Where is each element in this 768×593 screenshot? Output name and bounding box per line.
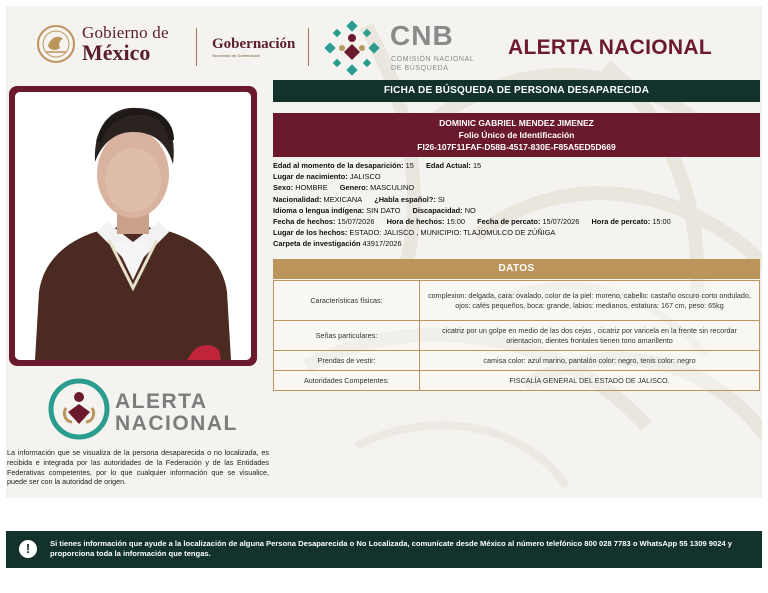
info-label: Genero: xyxy=(339,183,369,193)
info-row xyxy=(273,171,763,182)
info-value: 15/07/2026 xyxy=(337,217,375,227)
info-row xyxy=(273,194,763,205)
info-label: Fecha de percato: xyxy=(477,217,541,227)
missing-person-photo xyxy=(15,92,251,360)
info-row xyxy=(273,182,763,193)
folio-value: FI26-107F11FAF-D58B-4517-830E-F85A5ED5D669 xyxy=(417,142,616,152)
info-label: Carpeta de investigación xyxy=(273,239,361,249)
info-value: 15 xyxy=(472,161,482,170)
info-value: 43917/2026 xyxy=(362,239,402,249)
ficha-title-bar: FICHA DE BÚSQUEDA DE PERSONA DESAPARECIDA xyxy=(273,80,760,102)
escudo-nacional-icon xyxy=(36,24,76,64)
cnb-subtitle-line2: DE BÚSQUEDA xyxy=(391,65,449,72)
info-value: 15/07/2026 xyxy=(542,217,580,227)
info-label: Lugar de los hechos: xyxy=(273,228,348,238)
table-row xyxy=(274,281,760,321)
header xyxy=(6,6,762,80)
info-row xyxy=(273,205,763,216)
info-row xyxy=(273,227,763,238)
person-photo-image xyxy=(15,92,251,360)
info-value: MEXICANA xyxy=(323,194,363,204)
info-label: Edad Actual: xyxy=(425,161,471,170)
contact-footer xyxy=(6,531,762,568)
datos-label: Autoridades Competentes: xyxy=(274,371,420,391)
table-row xyxy=(274,351,760,371)
alerta-nacional-logo-icon xyxy=(48,378,110,440)
photo-frame xyxy=(9,86,257,366)
header-divider xyxy=(308,28,309,66)
datos-value: complexion: delgada, cara: ovalado, color de la piel: moreno, cabello: castaño oscuro corto ondulado, ojos: cafés pequeños, boca: grande, labios: medianos, estatura: 167 cm, peso: 65kg xyxy=(420,281,760,321)
disclaimer-text: La información que se visualiza de la persona desaparecida o no localizada, es recibida e integrada por las autoridades de la Federación y de las Entidades Federativas competentes, por lo que cualquier información que se visualice, puede ser con la autoridad de origen. xyxy=(7,448,269,487)
info-row xyxy=(273,216,763,227)
gobierno-de-mexico-logo xyxy=(36,24,169,64)
table-row xyxy=(274,321,760,351)
person-name: DOMINIC GABRIEL MENDEZ JIMENEZ xyxy=(439,118,594,128)
gobernacion-subtitle: Secretaría de Gobernación xyxy=(212,53,261,58)
info-label: Fecha de hechos: xyxy=(273,217,336,227)
footer-contact-text: Si tienes información que ayude a la localización de alguna Persona Desaparecida o No Localizada, comunícate desde México al número telefónico 800 028 7783 o WhatsApp 55 1309 9024 y proporciona toda la información que tengas. xyxy=(50,539,732,558)
info-value: 15 xyxy=(405,161,414,170)
gobernacion-logo-text: Gobernación xyxy=(212,36,296,52)
info-value: HOMBRE xyxy=(295,183,328,193)
header-divider xyxy=(196,28,197,66)
info-value: 15:00 xyxy=(446,217,466,227)
datos-value: camisa color: azul marino, pantalón color: negro, tenis color: negro xyxy=(420,351,760,371)
gob-line2: México xyxy=(82,40,151,65)
info-value: JALISCO xyxy=(349,172,381,182)
info-alert-icon: ! xyxy=(19,540,37,558)
info-row xyxy=(273,238,763,249)
alerta-logo-line1: ALERTA xyxy=(115,390,208,413)
person-identity-bar xyxy=(273,113,760,157)
folio-label: Folio Único de Identificación xyxy=(458,130,575,140)
person-info xyxy=(273,160,763,250)
datos-table xyxy=(273,280,760,391)
datos-value: FISCALÍA GENERAL DEL ESTADO DE JALISCO. xyxy=(420,371,760,391)
info-value: MASCULINO xyxy=(370,183,415,193)
datos-label: Prendas de vestir: xyxy=(274,351,420,371)
cnb-subtitle-line1: COMISIÓN NACIONAL xyxy=(391,56,475,63)
datos-label: Señas particulares: xyxy=(274,321,420,351)
cnb-emblem-icon xyxy=(322,18,382,78)
datos-title-bar: DATOS xyxy=(273,259,760,279)
info-value: SI xyxy=(437,194,445,204)
info-label: Lugar de nacimiento: xyxy=(273,172,348,182)
info-label: Hora de hechos: xyxy=(386,217,445,227)
info-value: ESTADO: JALISCO , MUNICIPIO: TLAJOMULCO DE ZÚÑIGA xyxy=(349,228,556,238)
datos-value: cicatriz por un golpe en medio de las dos cejas , cicatriz por varicela en la frente sin recordar orientacion, dientes frontales tienen tono amarillento xyxy=(420,321,760,351)
info-label: Discapacidad: xyxy=(412,205,463,215)
info-value: 15:00 xyxy=(652,217,671,227)
gob-line1: Gobierno de xyxy=(82,23,169,42)
info-label: Sexo: xyxy=(273,183,294,193)
datos-label: Características físicas: xyxy=(274,281,420,321)
info-label: Edad al momento de la desaparición: xyxy=(273,161,404,170)
info-label: Idioma o lengua indígena: xyxy=(273,205,365,215)
info-row xyxy=(273,160,763,171)
alerta-logo-line2: NACIONAL xyxy=(115,412,238,435)
info-value: SIN DATO xyxy=(366,205,401,215)
info-value: NO xyxy=(464,205,476,215)
info-label: ¿Habla español?: xyxy=(374,194,436,204)
info-label: Nacionalidad: xyxy=(273,194,322,204)
info-label: Hora de percato: xyxy=(591,217,651,227)
cnb-title: CNB xyxy=(390,20,454,51)
table-row xyxy=(274,371,760,391)
alerta-nacional-heading: ALERTA NACIONAL xyxy=(508,36,712,59)
